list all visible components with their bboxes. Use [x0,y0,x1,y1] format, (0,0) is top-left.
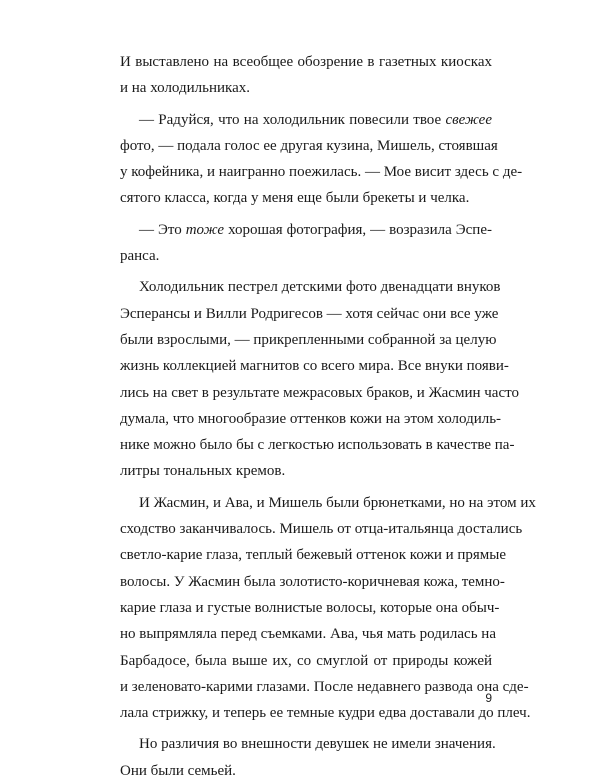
text-line: и на холодильниках. [120,80,251,97]
text-line: сходство заканчивалось. Мишель от отца-итальянца достались [120,521,523,538]
text-line: И Жасмин, и Ава, и Мишель были брюнетками, но на этом их [139,494,536,511]
text-line: — Радуйся, что на холодильник повесили твое свежее [139,111,492,128]
text-line: нике можно было бы с легкостью использовать в качестве па- [120,437,515,454]
emphasis-text: свежее [445,111,492,128]
text-line: Барбадосе, была выше их, со смуглой от природы кожей [120,652,492,669]
text-line: но выпрямляла перед съемками. Ава, чья мать родилась на [120,626,496,643]
text-line: лала стрижку, и теперь ее темные кудри едва доставали до плеч. [120,705,531,722]
text-line: и зеленовато-карими глазами. После недавнего развода она сде- [120,678,529,695]
text-line: И выставлено на всеобщее обозрение в газетных киосках [120,54,492,70]
text-line: жизнь коллекцией магнитов со всего мира. Все внуки появи- [120,358,509,375]
text-line: Они были семьей. [120,762,236,779]
text-line: были взрослыми, — прикрепленными собранной за целую [120,331,497,348]
body-text [120,49,536,784]
page-number: 9 [485,691,492,705]
text-line: Эсперансы и Вилли Родригесов — хотя сейчас они все уже [120,305,499,322]
emphasis-text: тоже [185,221,225,238]
text-line: сятого класса, когда у меня еще были брекеты и челка. [120,190,470,207]
text-line: Холодильник пестрел детскими фото двенадцати внуков [139,279,501,296]
text-line: фото, — подала голос ее другая кузина, Мишель, стоявшая [120,137,498,154]
text-line: лись на свет в результате межрасовых браков, и Жасмин часто [120,384,519,401]
text-line: Но различия во внешности девушек не имели значения. [139,736,496,753]
text-line: — Это тоже хорошая фотография, — возразила Эспе- [139,221,492,238]
text-line: ранса. [120,248,160,265]
text-line: литры тональных кремов. [120,463,286,480]
text-line: карие глаза и густые волнистые волосы, которые она обыч- [120,599,500,616]
text-line: волосы. У Жасмин была золотисто-коричневая кожа, темно- [120,573,505,590]
text-line: светло-карие глаза, теплый бежевый оттенок кожи и прямые [120,547,507,564]
text-line: у кофейника, и наигранно поежилась. — Мое висит здесь с де- [120,164,523,181]
text-line: думала, что многообразие оттенков кожи на этом холодиль- [120,410,502,427]
